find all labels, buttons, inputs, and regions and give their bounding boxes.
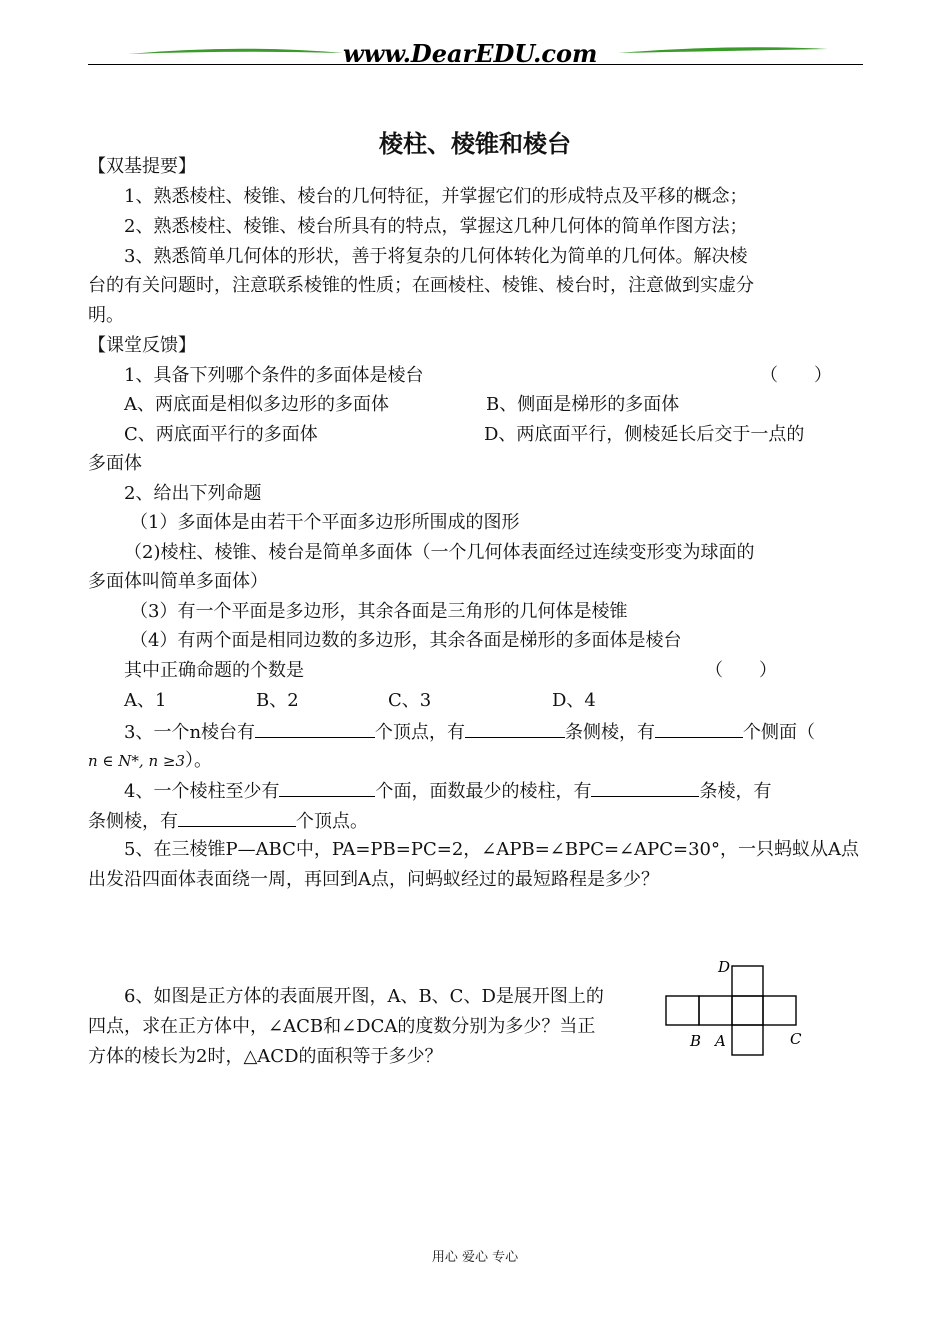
q3-part1: 3、一个n棱台有	[124, 722, 256, 743]
basics-item-2: 2、熟悉棱柱、棱锥、棱台所具有的特点，掌握这几种几何体的简单作图方法；	[124, 216, 748, 237]
q4-part3: 条棱，有	[699, 781, 772, 802]
q6-line3: 方体的棱长为2时，△ACD的面积等于多少？	[88, 1046, 443, 1067]
q3-line	[124, 720, 815, 744]
q2-proposition-2: （2)棱柱、棱锥、棱台是简单多面体（一个几何体表面经过连续变形变为球面的	[124, 542, 755, 563]
q4-part2: 个面，面数最少的棱柱，有	[375, 781, 592, 802]
q3-tail: ）。	[185, 750, 213, 771]
q3-math: n ∈ N*, n ≥3	[88, 752, 186, 770]
page-title: 棱柱、棱锥和棱台	[379, 130, 571, 158]
page-footer: 用心 爱心 专心	[431, 1250, 519, 1265]
q2-option-c: C、3	[388, 690, 432, 711]
q2-answer-bracket: （ ）	[705, 660, 777, 681]
q3-part4: 个侧面（	[743, 722, 816, 743]
q5-line1: 5、在三棱锥P—ABC中，PA=PB=PC=2，∠APB=∠BPC=∠APC=30°，一只蚂蚁从A点	[124, 839, 860, 860]
q1-answer-bracket: （ ）	[760, 365, 832, 386]
basics-item-3-line1: 3、熟悉简单几何体的形状，善于将复杂的几何体转化为简单的几何体。解决棱	[124, 246, 748, 267]
label-c: C	[790, 1030, 802, 1048]
q3-blank-lateral-faces[interactable]	[655, 720, 743, 738]
q2-proposition-4: （4）有两个面是相同边数的多边形，其余各面是梯形的多面体是棱台	[130, 630, 682, 651]
q4-blank-edges[interactable]	[591, 779, 699, 797]
q4-line2-part2: 个顶点。	[296, 811, 368, 832]
q6-line1: 6、如图是正方体的表面展开图，A、B、C、D是展开图上的	[124, 986, 604, 1007]
feedback-heading: 【课堂反馈】	[88, 335, 196, 356]
q4-part1: 4、一个棱柱至少有	[124, 781, 280, 802]
q4-line1	[124, 779, 771, 803]
q3-part2: 个顶点，有	[375, 722, 466, 743]
q2-proposition-1: （1）多面体是由若干个平面多边形所围成的图形	[130, 512, 520, 533]
q3-blank-vertices[interactable]	[255, 720, 375, 738]
q4-line2-part1: 条侧棱，有	[88, 811, 178, 832]
q2-proposition-2-cont: 多面体叫简单多面体）	[88, 571, 268, 592]
site-logo	[128, 40, 828, 64]
q3-condition	[88, 750, 212, 772]
basics-item-1: 1、熟悉棱柱、棱锥、棱台的几何特征，并掌握它们的形成特点及平移的概念；	[124, 186, 748, 207]
q2-proposition-3: （3）有一个平面是多边形，其余各面是三角形的几何体是棱锥	[130, 601, 628, 622]
q5-line2: 出发沿四面体表面绕一周，再回到A点，问蚂蚁经过的最短路程是多少？	[88, 869, 659, 890]
basics-heading: 【双基提要】	[88, 156, 196, 177]
header-rule	[88, 64, 863, 65]
net-top-square	[732, 966, 763, 996]
label-b: B	[690, 1032, 702, 1050]
right-swoosh	[618, 47, 828, 53]
q2-option-b: B、2	[256, 690, 299, 711]
q1-option-b: B、侧面是梯形的多面体	[486, 394, 680, 415]
q1-option-d-cont: 多面体	[88, 453, 142, 474]
label-d: D	[718, 958, 731, 976]
q3-part3: 条侧棱，有	[565, 722, 656, 743]
logo-text: www.DearEDU.com	[343, 40, 598, 64]
q3-blank-lateral-edges[interactable]	[465, 720, 565, 738]
q1-option-d: D、两底面平行，侧棱延长后交于一点的	[484, 424, 805, 445]
net-backing	[662, 996, 796, 1025]
q4-blank-faces[interactable]	[279, 779, 375, 797]
label-a: A	[715, 1032, 726, 1050]
q6-line2: 四点，求在正方体中，∠ACB和∠DCA的度数分别为多少？当正	[88, 1016, 596, 1037]
net-bottom-square	[732, 1025, 763, 1055]
cube-net-figure	[662, 958, 802, 1058]
q2-stem: 2、给出下列命题	[124, 483, 262, 504]
q2-option-a: A、1	[124, 690, 167, 711]
logo-swoosh-icon	[128, 40, 828, 64]
q1-option-a: A、两底面是相似多边形的多面体	[124, 394, 389, 415]
left-swoosh	[128, 49, 343, 54]
q4-line2	[88, 809, 368, 833]
basics-item-3-line2: 台的有关问题时，注意联系棱锥的性质；在画棱柱、棱锥、棱台时，注意做到实虚分	[88, 275, 754, 296]
q2-option-d: D、4	[552, 690, 596, 711]
q4-blank-vertices[interactable]	[178, 809, 296, 827]
q1-option-c: C、两底面平行的多面体	[124, 424, 318, 445]
q2-ask: 其中正确命题的个数是	[124, 660, 304, 681]
q1-stem: 1、具备下列哪个条件的多面体是棱台	[124, 365, 424, 386]
basics-item-3-line3: 明。	[88, 305, 124, 326]
